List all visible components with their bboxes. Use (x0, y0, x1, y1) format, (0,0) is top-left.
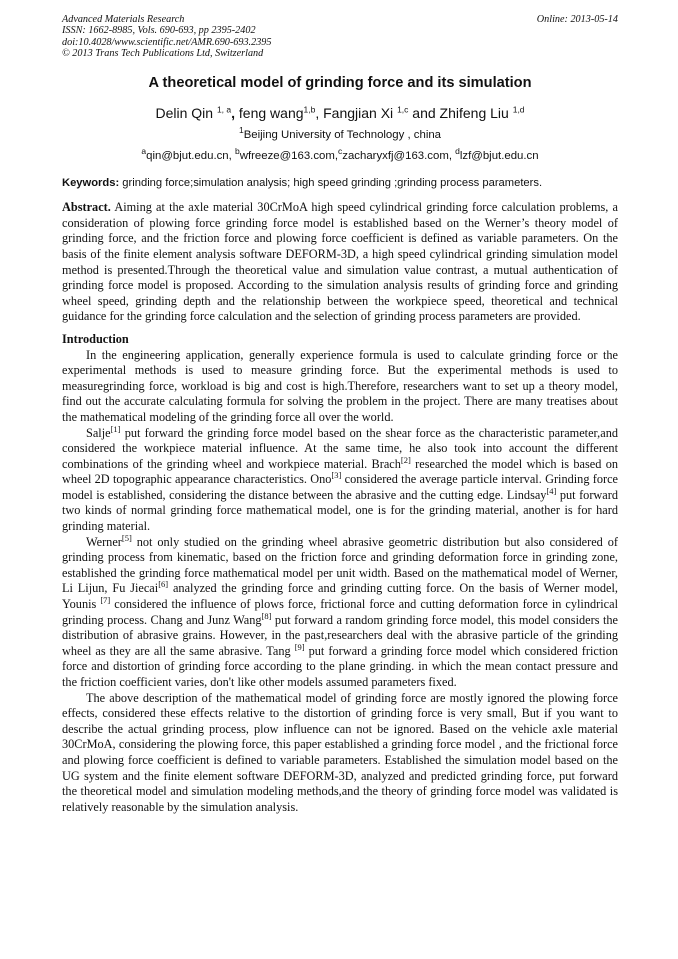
section-heading: Introduction (62, 331, 129, 346)
author-name: Zhifeng Liu (439, 105, 509, 122)
keywords-line (62, 176, 618, 191)
citation-ref[interactable]: [8] (261, 610, 272, 621)
author-name: feng wang (238, 105, 304, 122)
email-sup: b (234, 146, 240, 157)
author-sup: 1,b (303, 104, 316, 115)
author-name: Fangjian Xi (323, 105, 394, 122)
email-sup: d (455, 146, 460, 157)
author-sup: 1,d (512, 104, 525, 115)
citation-ref[interactable]: [9] (294, 641, 305, 652)
email-list: $^a$qin@bjut.edu.cn, $^b$wfreeze@163.com,$^c$zacharyxfj@163.com, $^d$lzf@bjut.edu.cn (141, 146, 539, 163)
email-address[interactable]: zacharyxfj@163.com (342, 150, 449, 163)
abstract-text: Aiming at the axle material 30CrMoA high speed cylindrical grinding force calculation problems, a consideration of plowing force grinding force model is established based on the Werner’s theory model of grinding force, and the friction force and plowing force coefficient is defined as variable parameters. On the basis of the finite element analysis software DEFORM-3D, a high speed cylindrical grinding simulation model method is presented.Through the theoretical value and simulation value contrast, a mutual authentication of grinding force model is proposed. According to the simulation analysis results of grinding force and grinding wheel speed, grinding depth and the relationship between the workpiece speed, theoretical and technical guidance for the grinding force calculation and the selection of grinding process parameters are provided. (62, 200, 618, 324)
citation-ref[interactable]: [2] (400, 454, 411, 465)
keywords-label: Keywords: (62, 177, 120, 190)
online-date: Online: 2013-05-14 (536, 14, 618, 25)
citation-ref[interactable]: [6] (158, 579, 169, 590)
abstract-label: Abstract. (62, 200, 111, 215)
email-address[interactable]: wfreeze@163.com (239, 150, 335, 163)
email-sup: c (338, 146, 343, 157)
email-sup: a (141, 146, 147, 157)
page-content (62, 14, 618, 815)
citation-ref[interactable]: [1] (110, 423, 121, 434)
citation-ref[interactable]: [5] (121, 532, 132, 543)
author-list: Delin Qin $^{1, a}$, feng wang$^{1,b}$, Fangjian Xi $^{1,c}$ and Zhifeng Liu $^{1,d}$ (155, 104, 525, 122)
affiliation-text: Beijing University of Technology , china (243, 129, 442, 142)
intro-paragraph-2: Salje[1] put forward the grinding force model based on the shear force as the characteristic parameter,and considered the workpiece material influence. At the same time, he also took into account the different combinations of the grinding wheel and workpiece material. Brach[2] researched the model which is based on wheel 2D topographic appearance characteristics. Ono[3] considered the average particle interval. Grinding force model is established, considering the distance between the abrasive and the cutting edge. Lindsay[4] put forward two kinds of normal grinding force mathematical model, one is for the grinding material, another is for hard grinding material. (62, 423, 619, 534)
author-sup: 1, a (216, 104, 232, 115)
paper-title: A theoretical model of grinding force and its simulation (148, 75, 532, 92)
introduction-body (62, 348, 618, 816)
affiliation (62, 125, 618, 143)
doi-line: doi:10.4028/www.scientific.net/AMR.690-693.2395 (62, 36, 272, 48)
affiliation-sup: 1 (238, 125, 244, 136)
author-sup: 1,c (397, 104, 409, 115)
keywords-text: grinding force;simulation analysis; high speed grinding ;grinding process parameters. (119, 177, 543, 190)
author-name: Delin Qin (155, 105, 214, 122)
citation-ref[interactable]: [7] (100, 594, 111, 605)
issn-line: ISSN: 1662-8985, Vols. 690-693, pp 2395-2402 (62, 25, 256, 37)
abstract (62, 200, 618, 325)
intro-paragraph-3: Werner[5] not only studied on the grinding wheel abrasive geometric distribution but also considered of grinding process from kinematic, based on the friction force and grinding deformation force in grinding zone, established the grinding force mathematical model per unit width. Based on the mathematical model of Werner, Li Lijun, Fu Jiecai[6] analyzed the grinding force and grinding cutting force. On the basis of Werner model, Younis [7] considered the influence of plows force, frictional force and cutting deformation force in cylindrical grinding process. Chang and Junz Wang[8] put forward a random grinding force model, this model considers the distribution of abrasive grains. However, in the past,researchers deal with the abrasive particle of the grinding wheel as they are all the same abrasive. Tang [9] put forward a grinding force model which considered friction force and distortion of grinding force according to the plane grinding. in which the mean contact pressure and the friction coefficient varies, don't like other models assumed parameters fixed. (62, 532, 618, 689)
journal-header (62, 14, 618, 59)
intro-paragraph-1: In the engineering application, generally experience formula is used to calculate grinding force or the experimental methods is used to measure grinding force. But the experimental methods is used to measuregrinding force, workload is big and cost is high.Therefore, researchers want to set up a theory model, find out the accurate calculating formula for solving the problem in the project. There are many treatises about the mathematical modeling of the grinding force all over the world. (62, 347, 618, 424)
intro-paragraph-4: The above description of the mathematical model of grinding force are mostly ignored the plowing force effects, considered these effects relative to the distortion of grinding force is very small, But if you want to describe the actual grinding process, plow influence can not be ignored. Based on the vehicle axle material 30CrMoA, considering the plowing force, this paper established a grinding force model , and the frictional force and plowing force coefficient is defined to variable parameters. Established the simulation model based on the UG system and the finite element software DEFORM-3D, analyzed and predicted grinding force, put forward the theoretical model and simulation modeling methods,and the theory of grinding force model was validated is relatively reasonable by the simulation analysis. (62, 690, 618, 814)
email-address[interactable]: qin@bjut.edu.cn (146, 150, 229, 163)
journal-name: Advanced Materials Research (62, 14, 185, 25)
email-address[interactable]: lzf@bjut.edu.cn (459, 150, 539, 163)
citation-ref[interactable]: [4] (546, 485, 557, 496)
copyright-line: © 2013 Trans Tech Publications Ltd, Switzerland (62, 47, 264, 59)
citation-ref[interactable]: [3] (331, 470, 342, 481)
